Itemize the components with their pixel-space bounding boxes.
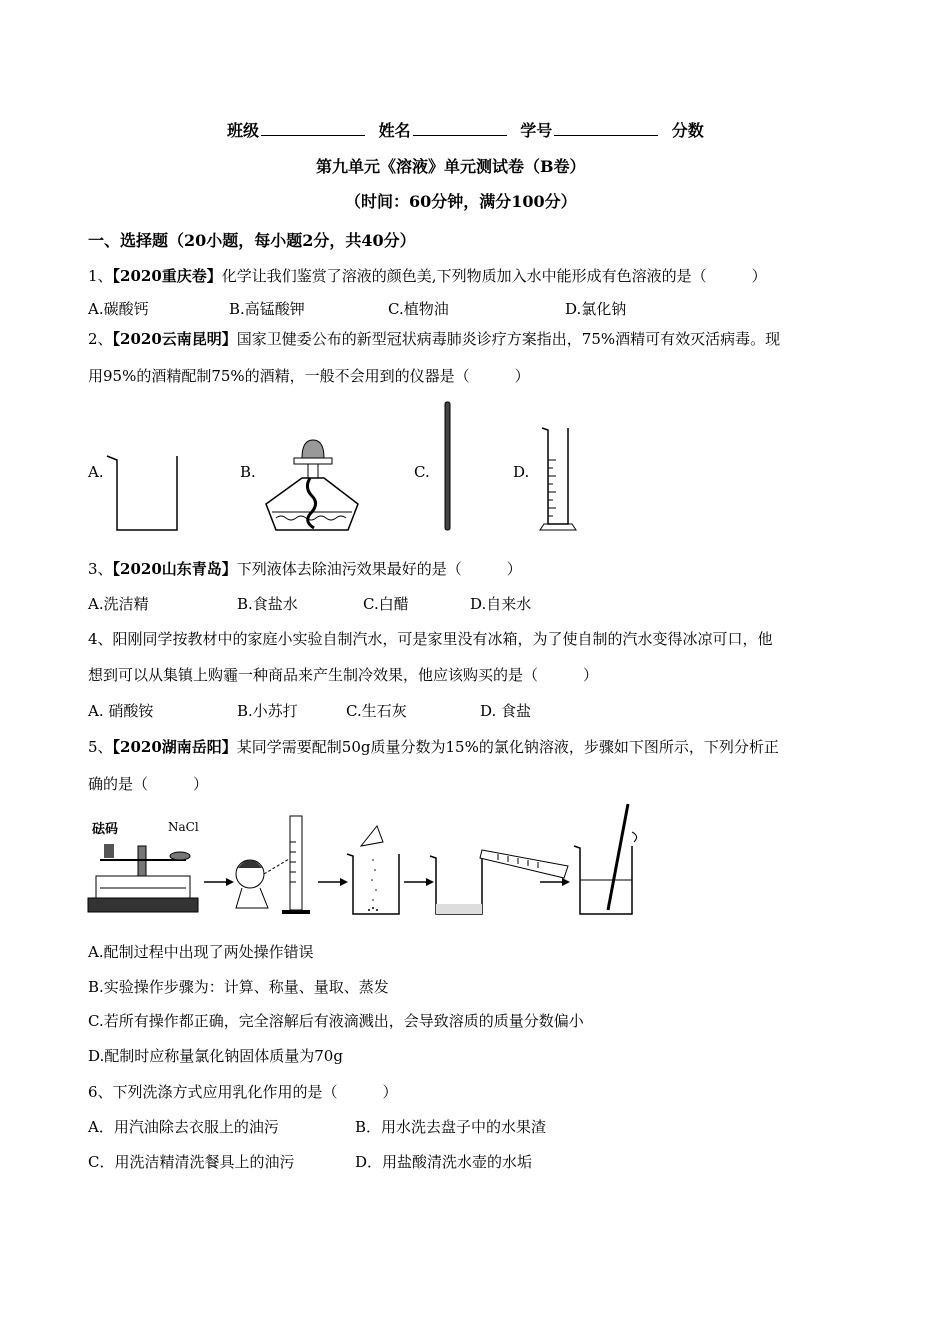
q3-option-b[interactable]: B.食盐水 <box>237 595 298 613</box>
question-number: 5、 <box>88 738 113 756</box>
question-text: 某同学需要配制50g质量分数为15%的氯化钠溶液，步骤如下图所示，下列分析正 <box>236 738 779 756</box>
alcohol-lamp-icon <box>262 438 362 532</box>
q6-option-d[interactable]: D．用盐酸清洗水壶的水垢 <box>355 1153 533 1171</box>
class-label: 班级 <box>227 121 260 140</box>
question-4: 4、阳刚同学按教材中的家庭小实验自制汽水，可是家里没有冰箱，为了使自制的汽水变得冰凉可口，他 <box>88 630 773 648</box>
pouring-liquid-beaker-icon <box>428 836 573 916</box>
q4-option-c[interactable]: C.生石灰 <box>346 702 407 720</box>
q6-option-b[interactable]: B．用水洗去盘子中的水果渣 <box>355 1118 547 1136</box>
question-number: 2、 <box>88 330 113 348</box>
q4-option-a[interactable]: A. 硝酸铵 <box>88 702 154 720</box>
glass-rod-icon <box>443 402 453 532</box>
q6-option-a[interactable]: A．用汽油除去衣服上的油污 <box>88 1118 279 1136</box>
q2-option-b[interactable]: B. <box>240 463 256 481</box>
q5-option-d[interactable]: D.配制时应称量氯化钠固体质量为70g <box>88 1047 343 1065</box>
student-id-label: 学号 <box>520 121 553 140</box>
question-2-line2: 用95%的酒精配制75%的酒精，一般不会用到的仪器是（ ） <box>88 367 530 385</box>
beaker-icon <box>103 452 183 532</box>
question-number: 3、 <box>88 560 113 578</box>
q1-option-d[interactable]: D.氯化钠 <box>565 300 627 318</box>
q3-option-d[interactable]: D.自来水 <box>470 595 532 613</box>
section-heading: 一、选择题（20小题，每小题2分，共40分） <box>88 231 416 250</box>
q1-option-c[interactable]: C.植物油 <box>388 300 449 318</box>
q5-option-a[interactable]: A.配制过程中出现了两处操作错误 <box>88 943 314 961</box>
question-4-line2: 想到可以从集镇上购霾一种商品来产生制冷效果，他应该购买的是（ ） <box>88 666 599 684</box>
q6-option-c[interactable]: C．用洗洁精清洗餐具上的油污 <box>88 1153 295 1171</box>
question-text: 国家卫健委公布的新型冠状病毒肺炎诊疗方案指出，75%酒精可有效灭活病毒。现 <box>236 330 781 348</box>
arrow-icon <box>540 877 570 887</box>
graduated-cylinder-icon <box>538 426 578 534</box>
q1-option-a[interactable]: A.碳酸钙 <box>88 300 149 318</box>
question-1 <box>88 265 767 286</box>
question-text: 化学让我们鉴赏了溶液的颜色美,下列物质加入水中能形成有色溶液的是（ ） <box>221 267 767 285</box>
q4-option-b[interactable]: B.小苏打 <box>237 702 298 720</box>
q4-option-d[interactable]: D. 食盐 <box>480 702 532 720</box>
balance-scale-icon <box>86 836 201 916</box>
q2-option-c[interactable]: C. <box>414 463 430 481</box>
question-text: 下列液体去除油污效果最好的是（ ） <box>236 560 522 578</box>
reading-cylinder-icon <box>228 812 318 916</box>
q2-option-a[interactable]: A. <box>88 463 104 481</box>
score-label: 分数 <box>671 121 704 140</box>
question-number: 1、 <box>88 267 113 285</box>
nacl-label: NaCl <box>168 820 199 834</box>
q3-option-c[interactable]: C.白醋 <box>363 595 409 613</box>
name-label: 姓名 <box>378 121 411 140</box>
student-id-blank[interactable] <box>554 121 658 136</box>
question-2 <box>88 328 780 349</box>
student-info-line <box>227 118 704 141</box>
q5-option-b[interactable]: B.实验操作步骤为：计算、称量、量取、蒸发 <box>88 978 389 996</box>
question-5-line2: 确的是（ ） <box>88 775 209 793</box>
q1-option-b[interactable]: B.高锰酸钾 <box>229 300 305 318</box>
question-source-tag: 【2020山东青岛】 <box>112 560 237 578</box>
page-title: 第九单元《溶液》单元测试卷（B卷） <box>316 157 586 176</box>
class-blank[interactable] <box>261 121 365 136</box>
q3-option-a[interactable]: A.洗洁精 <box>88 595 149 613</box>
q5-option-c[interactable]: C.若所有操作都正确，完全溶解后有液滴溅出，会导致溶质的质量分数偏小 <box>88 1012 584 1030</box>
question-source-tag: 【2020湖南岳阳】 <box>112 738 237 756</box>
question-3 <box>88 558 522 579</box>
weights-label: 砝码 <box>92 822 119 837</box>
question-source-tag: 【2020云南昆明】 <box>112 330 237 348</box>
name-blank[interactable] <box>413 121 507 136</box>
question-source-tag: 【2020重庆卷】 <box>112 267 222 285</box>
stirring-beaker-icon <box>572 802 642 916</box>
page-subtitle: （时间：60分钟，满分100分） <box>345 192 577 211</box>
pouring-solid-beaker-icon <box>343 824 403 916</box>
q2-option-d[interactable]: D. <box>513 463 530 481</box>
question-5 <box>88 736 779 757</box>
question-6: 6、下列洗涤方式应用乳化作用的是（ ） <box>88 1083 398 1101</box>
